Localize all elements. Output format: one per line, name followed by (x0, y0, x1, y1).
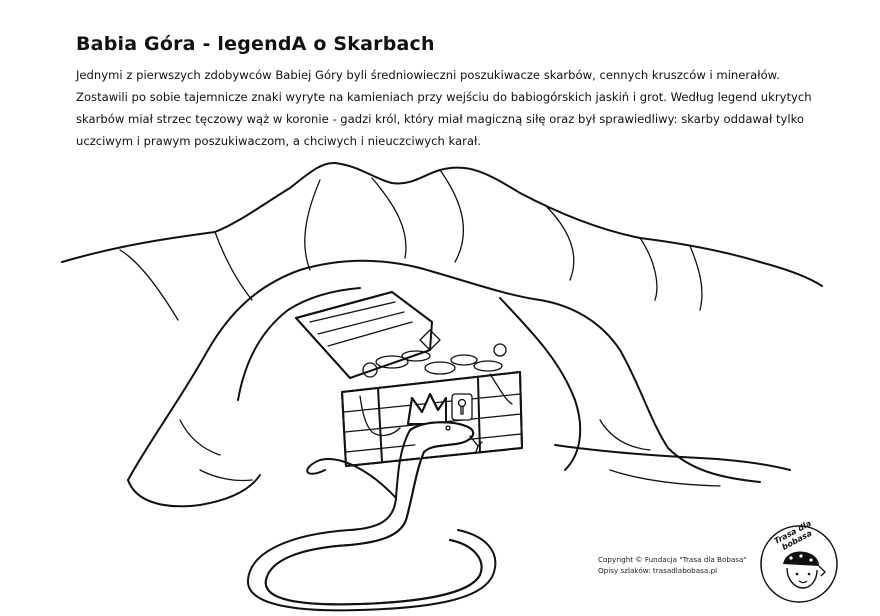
logo-text: Trasa dla bobasa (772, 518, 814, 552)
copyright-text: Copyright © Fundacja "Trasa dla Bobasa" (598, 555, 747, 564)
footer-credits (598, 554, 747, 576)
mountain-icon (62, 163, 822, 320)
keyhole-icon (452, 394, 472, 420)
page-title: Babia Góra - legendA o Skarbach (76, 33, 435, 55)
trail-descriptions-text: Opisy szlaków: trasadlabobasa.pl (598, 566, 718, 575)
treasure-chest-icon (296, 292, 522, 466)
legend-paragraph: Jednymi z pierwszych zdobywców Babiej Góry byli średniowieczni poszukiwacze skarbów, cennych kruszców i minerałów. Zostawili po sobie tajemnicze znaki wyryte na kamieniach przy wejściu do babiogórskich jaskiń i grot. Według legend ukrytych skarbów miał strzec tęczowy wąż w koronie - gadzi król, który miał magiczną siłę oraz był sprawiedliwy: skarby oddawał tylko uczciwym i prawym poszukiwaczom, a chciwych i nieuczciwych karał. (76, 68, 812, 148)
